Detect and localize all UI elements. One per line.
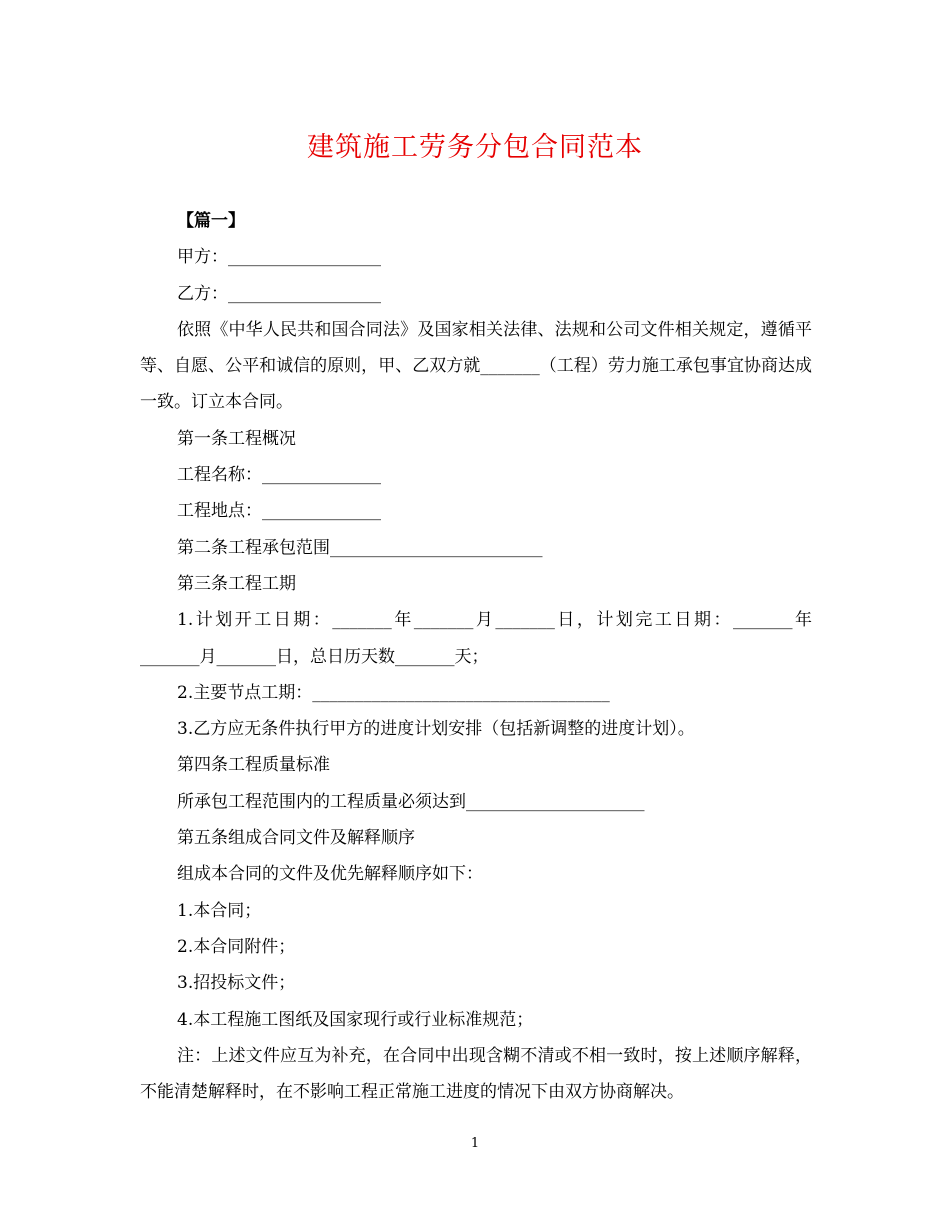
- project-name-line: 工程名称：______________: [177, 465, 381, 486]
- document-title: 建筑施工劳务分包合同范本: [307, 132, 643, 163]
- party-a-line: 甲方：__________________: [177, 247, 381, 268]
- document-body: [140, 203, 812, 1110]
- article-2-heading: 第二条工程承包范围_________________________: [177, 537, 543, 558]
- article-1-heading: 第一条工程概况: [177, 428, 296, 449]
- article-5-heading: 第五条组成合同文件及解释顺序: [177, 828, 415, 849]
- party-b-line: 乙方：__________________: [177, 283, 381, 304]
- document-list-item: 4.本工程施工图纸及国家现行或行业标准规范；: [177, 1009, 534, 1030]
- milestone-line: 2.主要节点工期：___________________________________: [177, 682, 610, 703]
- section-label: 【篇一】: [177, 211, 245, 231]
- document-list-item: 1.本合同；: [177, 900, 262, 921]
- documents-intro-line: 组成本合同的文件及优先解释顺序如下：: [177, 864, 483, 885]
- article-4-heading: 第四条工程质量标准: [177, 755, 330, 776]
- note-paragraph: 注：上述文件应互为补充，在合同中出现含糊不清或不相一致时，按上述顺序解释，不能清楚解释时，在不影响工程正常施工进度的情况下由双方协商解决。: [140, 1045, 812, 1103]
- schedule-dates-paragraph: 1.计划开工日期：_______年_______月_______日，计划完工日期：_______年_______月_______日，总日历天数_______天；: [140, 610, 812, 667]
- page-number: 1: [470, 1136, 480, 1151]
- document-list-item: 2.本合同附件；: [177, 936, 296, 957]
- preamble-paragraph: 依照《中华人民共和国合同法》及国家相关法律、法规和公司文件相关规定，遵循平等、自愿、公平和诚信的原则，甲、乙双方就_______（工程）劳力施工承包事宜协商达成一致。订立本合同。: [140, 319, 812, 413]
- document-list-item: 3.招投标文件；: [177, 973, 296, 994]
- schedule-compliance-line: 3.乙方应无条件执行甲方的进度计划安排（包括新调整的进度计划）。: [177, 719, 695, 740]
- quality-standard-line: 所承包工程范围内的工程质量必须达到_____________________: [177, 791, 645, 812]
- article-3-heading: 第三条工程工期: [177, 573, 296, 594]
- project-location-line: 工程地点：______________: [177, 501, 381, 522]
